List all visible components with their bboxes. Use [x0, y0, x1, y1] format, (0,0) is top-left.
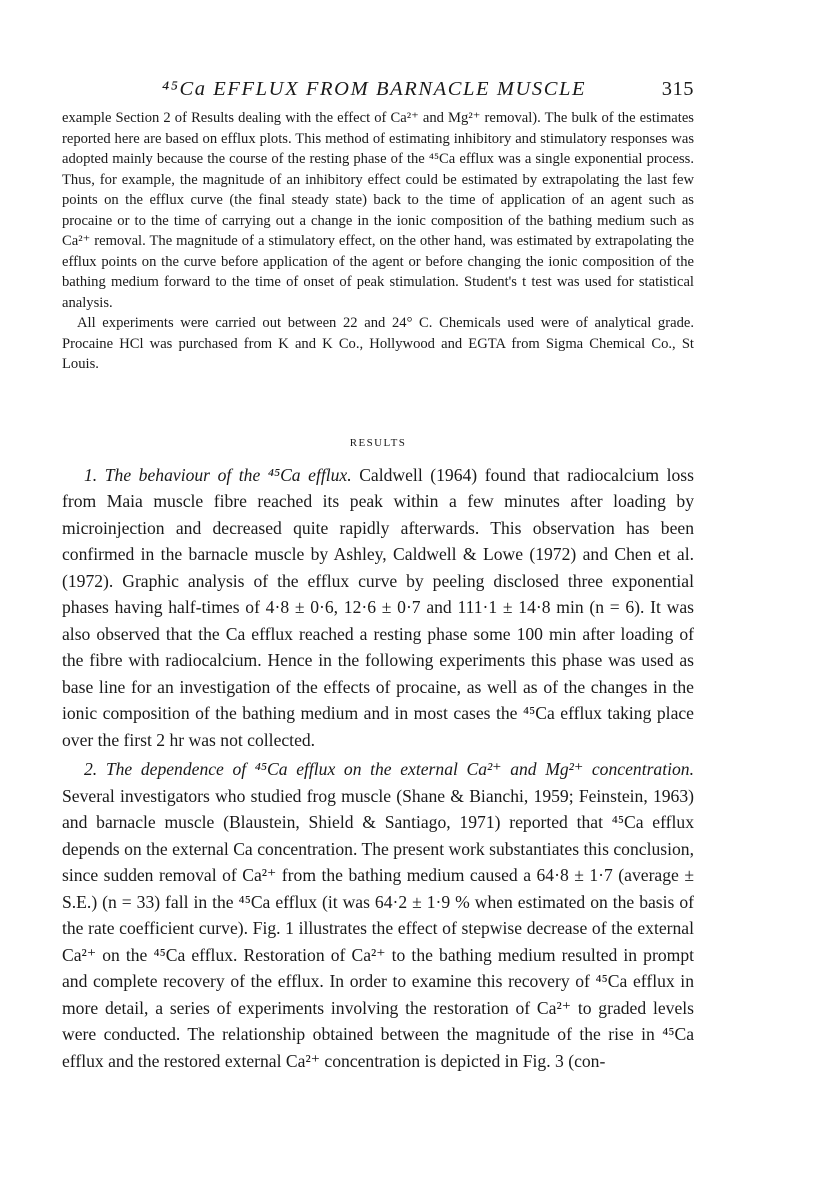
methods-continuation: [62, 108, 694, 375]
section-1-title: 1. The behaviour of the ⁴⁵Ca efflux.: [84, 464, 352, 485]
results-section-2: [62, 756, 694, 1074]
running-header: [62, 78, 694, 108]
results-heading: RESULTS: [349, 436, 407, 449]
results-body: [62, 462, 694, 1075]
section-2-text: Several investigators who studied frog muscle (Shane & Bianchi, 1959; Feinstein, 1963) and barnacle muscle (Blaustein, Shield & Santiago, 1971) reported that ⁴⁵Ca efflux depends on the external Ca concentration. The present work substantiates this conclusion, since sudden removal of Ca²⁺ from the bathing medium caused a 64·8 ± 1·7 (average ± S.E.) (n = 33) fall in the ⁴⁵Ca efflux (it was 64·2 ± 1·9 % when estimated on the basis of the rate coefficient curve). Fig. 1 illustrates the effect of stepwise decrease of the external Ca²⁺ on the ⁴⁵Ca efflux. Restoration of Ca²⁺ to the bathing medium resulted in prompt and complete recovery of the efflux. In order to examine this recovery of ⁴⁵Ca efflux in more detail, a series of experiments involving the restoration of Ca²⁺ to graded levels were conducted. The relationship obtained between the magnitude of the rise in ⁴⁵Ca efflux and the restored external Ca²⁺ concentration is depicted in Fig. 3 (con-: [62, 785, 694, 1071]
section-1-text: Caldwell (1964) found that radiocalcium loss from Maia muscle fibre reached its peak within a few minutes after loading by microinjection and decreased quite rapidly afterwards. This observation has been confirmed in the barnacle muscle by Ashley, Caldwell & Lowe (1972) and Chen et al. (1972). Graphic analysis of the efflux curve by peeling disclosed three exponential phases having half-times of 4·8 ± 0·6, 12·6 ± 0·7 and 111·1 ± 14·8 min (n = 6). It was also observed that the Ca efflux reached a resting phase some 100 min after loading of the fibre with radiocalcium. Hence in the following experiments this phase was used as base line for an investigation of the effects of procaine, as well as of the changes in the ionic composition of the bathing medium and in most cases the ⁴⁵Ca efflux taking place over the first 2 hr was not collected.: [62, 464, 694, 750]
page: [62, 78, 694, 1074]
methods-paragraph: example Section 2 of Results dealing with the effect of Ca²⁺ and Mg²⁺ removal). The bulk of the estimates reported here are based on efflux plots. This method of estimating inhibitory and stimulatory responses was adopted mainly because the course of the resting phase of the ⁴⁵Ca efflux was a single exponential process. Thus, for example, the magnitude of an inhibitory effect could be estimated by extrapolating the last few points on the efflux curve (the final steady state) back to the time of application of an agent such as procaine or to the time of carrying out a change in the ionic composition of the bathing medium such as Ca²⁺ removal. The magnitude of a stimulatory effect, on the other hand, was estimated by extrapolating the efflux points on the curve before application of the agent or before changing the ionic composition of the bathing medium forward to the time of onset of peak stimulation. Student's t test was used for statistical analysis.: [62, 110, 694, 311]
results-section-1: [62, 462, 694, 754]
section-2-title: 2. The dependence of ⁴⁵Ca efflux on the external Ca²⁺ and Mg²⁺ concentration.: [84, 759, 694, 779]
running-title: ⁴⁵Ca EFFLUX FROM BARNACLE MUSCLE: [162, 78, 587, 100]
page-number: 315: [661, 78, 694, 100]
methods-paragraph: All experiments were carried out between 22 and 24° C. Chemicals used were of analytical grade. Procaine HCl was purchased from K and K Co., Hollywood and EGTA from Sigma Chemical Co., St Louis.: [62, 315, 694, 372]
